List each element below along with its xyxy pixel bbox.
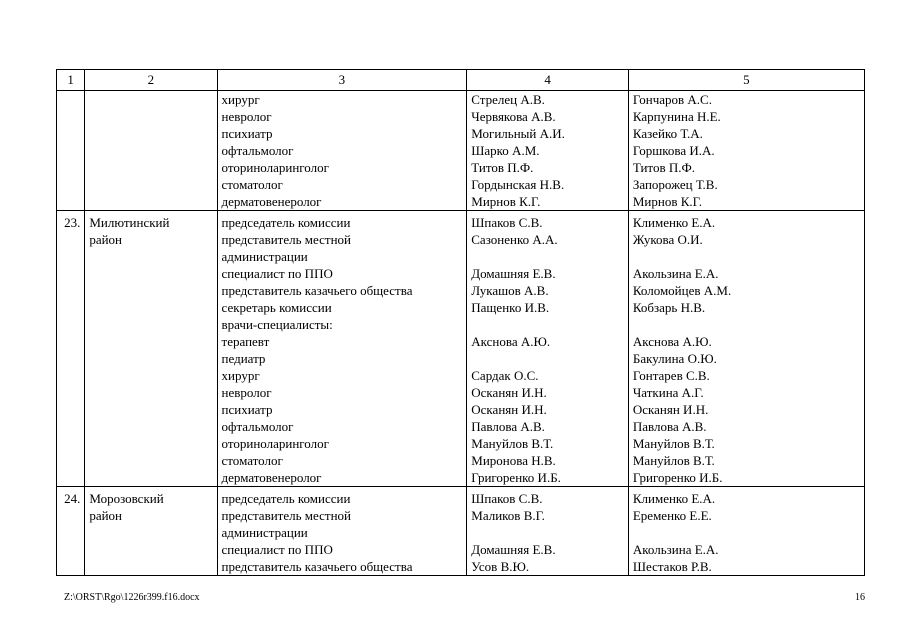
cell-line: Миронова Н.В.: [471, 453, 556, 468]
cell-line: секретарь комиссии: [221, 300, 332, 315]
cell-line: Жукова О.И.: [632, 232, 703, 247]
cell-line: [471, 524, 624, 541]
row-number-cell: [57, 91, 85, 211]
cell-line: Гонтарев С.В.: [632, 368, 710, 383]
cell-line: Клименко Е.А.: [632, 491, 716, 506]
alternates-cell: [628, 91, 864, 211]
cell-line: дерматовенеролог: [221, 470, 322, 485]
cell-line: оториноларинголог: [221, 436, 329, 451]
cell-line: Мирнов К.Г.: [471, 194, 541, 209]
cell-line: председатель комиссии: [221, 215, 351, 230]
cell-line: Мануйлов В.Т.: [471, 436, 554, 451]
members-cell: [467, 487, 629, 576]
cell-line: Чаткина А.Г.: [632, 385, 704, 400]
cell-line: стоматолог: [221, 453, 283, 468]
commission-table: [56, 69, 865, 576]
cell-line: Титов П.Ф.: [632, 160, 695, 175]
members-cell: [467, 211, 629, 487]
cell-line: Шарко А.М.: [471, 143, 540, 158]
row-number: 24.: [57, 487, 85, 576]
cell-line: Бакулина О.Ю.: [632, 351, 717, 366]
cell-line: Сардак О.С.: [471, 368, 539, 383]
cell-line: психиатр: [221, 126, 273, 141]
cell-line: дерматовенеролог: [221, 194, 322, 209]
alternates-cell: [628, 211, 864, 487]
alternates-cell: [628, 487, 864, 576]
cell-line: хирург: [221, 92, 260, 107]
cell-line: Павлова А.В.: [471, 419, 545, 434]
cell-line: Червякова А.В.: [471, 109, 556, 124]
cell-line: Могильный А.И.: [471, 126, 565, 141]
cell-line: терапевт: [221, 334, 270, 349]
cell-line: представитель казачьего общества: [221, 559, 413, 574]
cell-line: Пащенко И.В.: [471, 300, 550, 315]
cell-line: Акснова А.Ю.: [632, 334, 712, 349]
cell-line: специалист по ППО: [221, 542, 333, 557]
cell-line: Мануйлов В.Т.: [632, 436, 715, 451]
table-row-23: [57, 211, 865, 487]
cell-line: представитель местной: [221, 508, 351, 523]
cell-line: офтальмолог: [221, 419, 294, 434]
cell-line: Григоренко И.Б.: [632, 470, 723, 485]
cell-line: Сазоненко А.А.: [471, 232, 558, 247]
cell-line: Осканян И.Н.: [632, 402, 709, 417]
cell-line: врачи-специалисты:: [221, 317, 333, 332]
cell-line: Казейко Т.А.: [632, 126, 703, 141]
cell-line: Маликов В.Г.: [471, 508, 545, 523]
cell-line: Акснова А.Ю.: [471, 334, 551, 349]
cell-line: психиатр: [221, 402, 273, 417]
cell-line: [471, 350, 624, 367]
header-col-3: 3: [217, 70, 467, 91]
page-number: 16: [855, 592, 865, 603]
cell-line: Горшкова И.А.: [632, 143, 715, 158]
cell-line: педиатр: [221, 351, 266, 366]
table-header-row: [57, 70, 865, 91]
cell-line: Усов В.Ю.: [471, 559, 530, 574]
cell-line: [471, 316, 624, 333]
header-col-1: 1: [57, 70, 85, 91]
members-cell: [467, 91, 629, 211]
cell-line: район: [89, 508, 123, 523]
cell-line: Григоренко И.Б.: [471, 470, 561, 485]
cell-line: хирург: [221, 368, 260, 383]
roles-cell: [217, 487, 467, 576]
header-col-4: 4: [467, 70, 629, 91]
cell-line: Еременко Е.Е.: [632, 508, 712, 523]
row-number: 23.: [57, 211, 85, 487]
cell-line: оториноларинголог: [221, 160, 329, 175]
cell-line: Запорожец Т.В.: [632, 177, 718, 192]
cell-line: стоматолог: [221, 177, 283, 192]
cell-line: [633, 524, 860, 541]
cell-line: Клименко Е.А.: [632, 215, 716, 230]
cell-line: председатель комиссии: [221, 491, 351, 506]
file-path: Z:\ORST\Rgo\1226r399.f16.docx: [64, 592, 200, 603]
cell-line: Кобзарь Н.В.: [632, 300, 706, 315]
district-cell: [85, 211, 217, 487]
roles-cell: [217, 211, 467, 487]
header-col-5: 5: [628, 70, 864, 91]
cell-line: невролог: [221, 385, 272, 400]
cell-line: офтальмолог: [221, 143, 294, 158]
cell-line: Гордынская Н.В.: [471, 177, 565, 192]
cell-line: [471, 248, 624, 265]
district-cell: [85, 91, 217, 211]
cell-line: Мануйлов В.Т.: [632, 453, 715, 468]
cell-line: Осканян И.Н.: [471, 385, 547, 400]
cell-line: Стрелец А.В.: [471, 92, 545, 107]
cell-line: Коломойцев А.М.: [632, 283, 732, 298]
cell-line: район: [89, 232, 123, 247]
cell-line: Гончаров А.С.: [632, 92, 712, 107]
cell-line: Шпаков С.В.: [471, 215, 543, 230]
cell-line: представитель местной: [221, 232, 351, 247]
cell-line: [633, 316, 860, 333]
cell-line: специалист по ППО: [221, 266, 333, 281]
roles-cell: [217, 91, 467, 211]
cell-line: Акользина Е.А.: [632, 266, 719, 281]
cell-line: Домашняя Е.В.: [471, 542, 556, 557]
cell-line: Титов П.Ф.: [471, 160, 534, 175]
cell-line: Домашняя Е.В.: [471, 266, 556, 281]
cell-line: администрации: [221, 249, 308, 264]
header-col-2: 2: [85, 70, 217, 91]
cell-line: Лукашов А.В.: [471, 283, 549, 298]
cell-line: Акользина Е.А.: [632, 542, 719, 557]
table-row-24: [57, 487, 865, 576]
cell-line: представитель казачьего общества: [221, 283, 413, 298]
cell-line: Шестаков Р.В.: [632, 559, 712, 574]
cell-line: невролог: [221, 109, 272, 124]
cell-line: Осканян И.Н.: [471, 402, 547, 417]
cell-line: Милютинский: [89, 215, 170, 230]
cell-line: Павлова А.В.: [632, 419, 707, 434]
cell-line: Карпунина Н.Е.: [632, 109, 721, 124]
cell-line: Морозовский: [89, 491, 164, 506]
cell-line: [633, 248, 860, 265]
table-row-continuation: [57, 91, 865, 211]
district-cell: [85, 487, 217, 576]
cell-line: Шпаков С.В.: [471, 491, 543, 506]
cell-line: Мирнов К.Г.: [632, 194, 702, 209]
cell-line: администрации: [221, 525, 308, 540]
